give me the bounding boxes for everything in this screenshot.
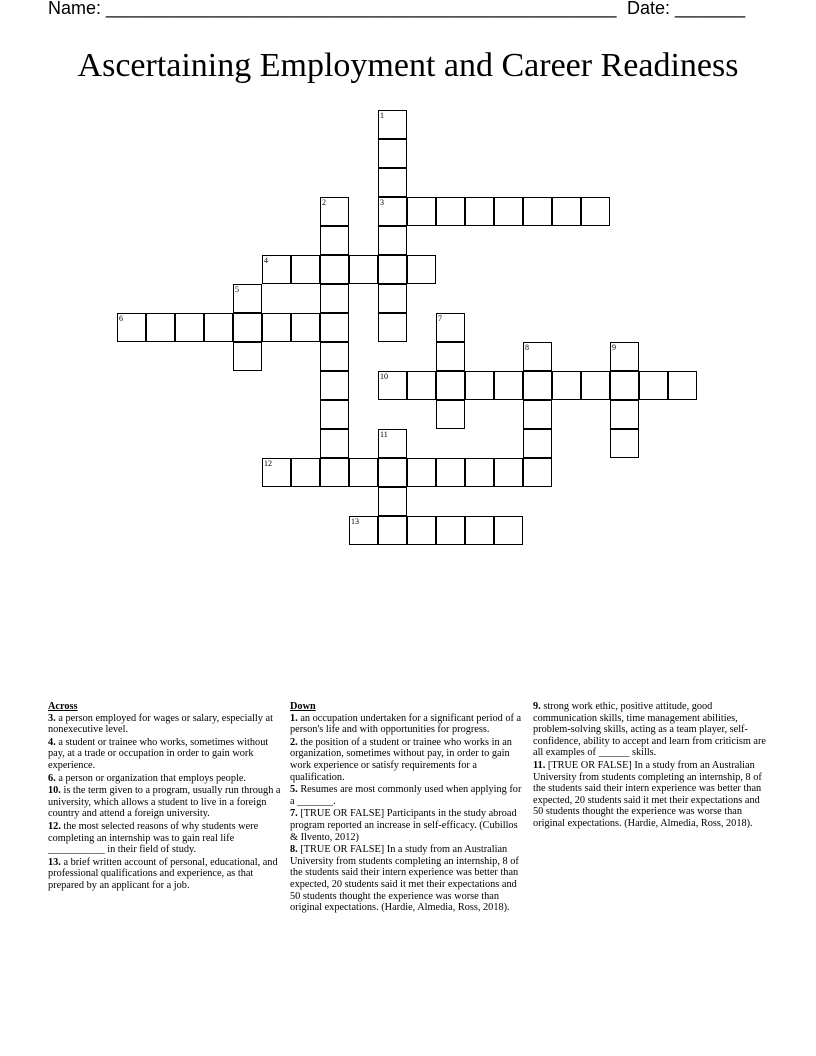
grid-cell[interactable] bbox=[349, 255, 378, 284]
grid-cell[interactable] bbox=[610, 342, 639, 371]
date-line[interactable]: Date: _______ bbox=[627, 0, 746, 18]
grid-cell[interactable] bbox=[552, 371, 581, 400]
grid-cell[interactable] bbox=[436, 371, 465, 400]
clue-across-10: 10. is the term given to a program, usually run through a university, which allows a student to live in a foreign country and attend a foreign university. bbox=[48, 785, 281, 820]
grid-cell[interactable] bbox=[523, 400, 552, 429]
puzzle-title: Ascertaining Employment and Career Readiness bbox=[77, 47, 739, 84]
clue-number: 8 bbox=[525, 343, 529, 352]
grid-cell[interactable] bbox=[523, 429, 552, 458]
name-line[interactable]: Name: ___________________________________________________ bbox=[48, 0, 617, 18]
grid-cell[interactable] bbox=[407, 255, 436, 284]
grid-cell[interactable] bbox=[581, 371, 610, 400]
grid-cell[interactable] bbox=[407, 516, 436, 545]
grid-cell[interactable] bbox=[233, 342, 262, 371]
grid-cell[interactable] bbox=[639, 371, 668, 400]
clue-down-8: 8. [TRUE OR FALSE] In a study from an Australian University from students completing an internship, 8 of the students said their intern experience was better than expected, 20 students said it met their expectations and 50 students thought the experience was worse than original expectations. (Hardie, Almedia, Ross, 2018). bbox=[290, 844, 519, 914]
grid-cell[interactable] bbox=[320, 284, 349, 313]
grid-cell[interactable] bbox=[320, 400, 349, 429]
clue-across-6: 6. a person or organization that employs people. bbox=[48, 772, 246, 784]
grid-cell[interactable] bbox=[175, 313, 204, 342]
grid-cell[interactable] bbox=[378, 429, 407, 458]
grid-cell[interactable] bbox=[436, 197, 465, 226]
grid-cell[interactable] bbox=[320, 371, 349, 400]
grid-cell[interactable] bbox=[494, 516, 523, 545]
grid-cell[interactable] bbox=[378, 371, 407, 400]
clue-number: 11 bbox=[380, 430, 388, 439]
clue-number: 9 bbox=[612, 343, 616, 352]
grid-cell[interactable] bbox=[494, 197, 523, 226]
clue-number: 5 bbox=[235, 285, 239, 294]
grid-cell[interactable] bbox=[465, 371, 494, 400]
grid-cell[interactable] bbox=[320, 458, 349, 487]
grid-cell[interactable] bbox=[494, 371, 523, 400]
grid-cell[interactable] bbox=[668, 371, 697, 400]
grid-cell[interactable] bbox=[378, 458, 407, 487]
grid-cell[interactable] bbox=[465, 516, 494, 545]
grid-cell[interactable] bbox=[378, 284, 407, 313]
grid-cell[interactable] bbox=[378, 110, 407, 139]
grid-cell[interactable] bbox=[523, 371, 552, 400]
grid-cell[interactable] bbox=[262, 255, 291, 284]
grid-cell[interactable] bbox=[465, 197, 494, 226]
grid-cell[interactable] bbox=[291, 458, 320, 487]
grid-cell[interactable] bbox=[349, 458, 378, 487]
grid-cell[interactable] bbox=[320, 226, 349, 255]
grid-cell[interactable] bbox=[320, 342, 349, 371]
grid-cell[interactable] bbox=[291, 313, 320, 342]
grid-cell[interactable] bbox=[610, 429, 639, 458]
grid-cell[interactable] bbox=[436, 313, 465, 342]
grid-cell[interactable] bbox=[378, 313, 407, 342]
clue-down-5: 5. Resumes are most commonly used when applying for a _______. bbox=[290, 784, 522, 807]
clue-number: 2 bbox=[322, 198, 326, 207]
grid-cell[interactable] bbox=[262, 313, 291, 342]
grid-cell[interactable] bbox=[117, 313, 146, 342]
grid-cell[interactable] bbox=[436, 516, 465, 545]
grid-cell[interactable] bbox=[552, 197, 581, 226]
grid-cell[interactable] bbox=[465, 458, 494, 487]
clue-across-3: 3. a person employed for wages or salary, especially at nonexecutive level. bbox=[48, 712, 273, 736]
clue-number: 12 bbox=[264, 459, 272, 468]
grid-cell[interactable] bbox=[378, 226, 407, 255]
grid-cell[interactable] bbox=[407, 458, 436, 487]
grid-cell[interactable] bbox=[494, 458, 523, 487]
clue-across-13: 13. a brief written account of personal, educational, and professional qualifications and experience, as that prepared by an applicant for a job. bbox=[48, 856, 278, 891]
grid-cell[interactable] bbox=[523, 458, 552, 487]
clue-down-2: 2. the position of a student or trainee who works in an organization, sometimes without pay, in order to gain work experience or satisfy requirements for a qualification. bbox=[290, 736, 512, 783]
grid-cell[interactable] bbox=[146, 313, 175, 342]
grid-cell[interactable] bbox=[523, 342, 552, 371]
grid-cell[interactable] bbox=[378, 255, 407, 284]
grid-cell[interactable] bbox=[320, 255, 349, 284]
grid-cell[interactable] bbox=[378, 516, 407, 545]
clue-number: 1 bbox=[380, 111, 384, 120]
down-clues-continued bbox=[533, 701, 769, 831]
grid-cell[interactable] bbox=[320, 197, 349, 226]
clue-down-11: 11. [TRUE OR FALSE] In a study from an Australian University from students completing an internship, 8 of the students said their intern experience was better than expected, 20 students said it met their expectations and 50 students thought the experience was worse than original expectations. (Hardie, Almedia, Ross, 2018). bbox=[533, 759, 762, 829]
clue-across-4: 4. a student or trainee who works, sometimes without pay, at a trade or occupation in order to gain work experience. bbox=[48, 736, 269, 771]
grid-cell[interactable] bbox=[436, 458, 465, 487]
grid-cell[interactable] bbox=[378, 487, 407, 516]
grid-cell[interactable] bbox=[291, 255, 320, 284]
clue-number: 6 bbox=[119, 314, 123, 323]
grid-cell[interactable] bbox=[610, 400, 639, 429]
clue-number: 4 bbox=[264, 256, 268, 265]
clue-number: 7 bbox=[438, 314, 442, 323]
clue-across-12: 12. the most selected reasons of why students were completing an internship was to gain real life ___________ in their field of study. bbox=[48, 820, 259, 856]
grid-cell[interactable] bbox=[378, 139, 407, 168]
grid-cell[interactable] bbox=[204, 313, 233, 342]
clue-number: 13 bbox=[351, 517, 359, 526]
grid-cell[interactable] bbox=[407, 371, 436, 400]
grid-cell[interactable] bbox=[378, 197, 407, 226]
grid-cell[interactable] bbox=[581, 197, 610, 226]
clue-down-1: 1. an occupation undertaken for a significant period of a person's life and with opportunities for progress. bbox=[290, 712, 522, 736]
grid-cell[interactable] bbox=[436, 400, 465, 429]
grid-cell[interactable] bbox=[320, 313, 349, 342]
grid-cell[interactable] bbox=[233, 284, 262, 313]
grid-cell[interactable] bbox=[436, 342, 465, 371]
across-clues bbox=[48, 701, 284, 893]
grid-cell[interactable] bbox=[378, 168, 407, 197]
grid-cell[interactable] bbox=[523, 197, 552, 226]
grid-cell[interactable] bbox=[262, 458, 291, 487]
down-clues bbox=[290, 701, 526, 915]
clue-down-7: 7. [TRUE OR FALSE] Participants in the study abroad program reported an increase in self-efficacy. (Cubillos & Ilvento, 2012) bbox=[290, 808, 518, 843]
clue-number: 3 bbox=[380, 198, 384, 207]
grid-cell[interactable] bbox=[320, 429, 349, 458]
grid-cell[interactable] bbox=[610, 371, 639, 400]
across-heading: Across bbox=[48, 701, 78, 712]
clue-number: 10 bbox=[380, 372, 388, 381]
grid-cell[interactable] bbox=[349, 516, 378, 545]
grid-cell[interactable] bbox=[233, 313, 262, 342]
grid-cell[interactable] bbox=[407, 197, 436, 226]
down-heading: Down bbox=[290, 701, 316, 712]
clue-down-9: 9. strong work ethic, positive attitude, good communication skills, time management abilities, problem-solving skills, acting as a team player, self-confidence, ability to accept and learn from criticism are all examples of ______ skills. bbox=[533, 701, 767, 759]
